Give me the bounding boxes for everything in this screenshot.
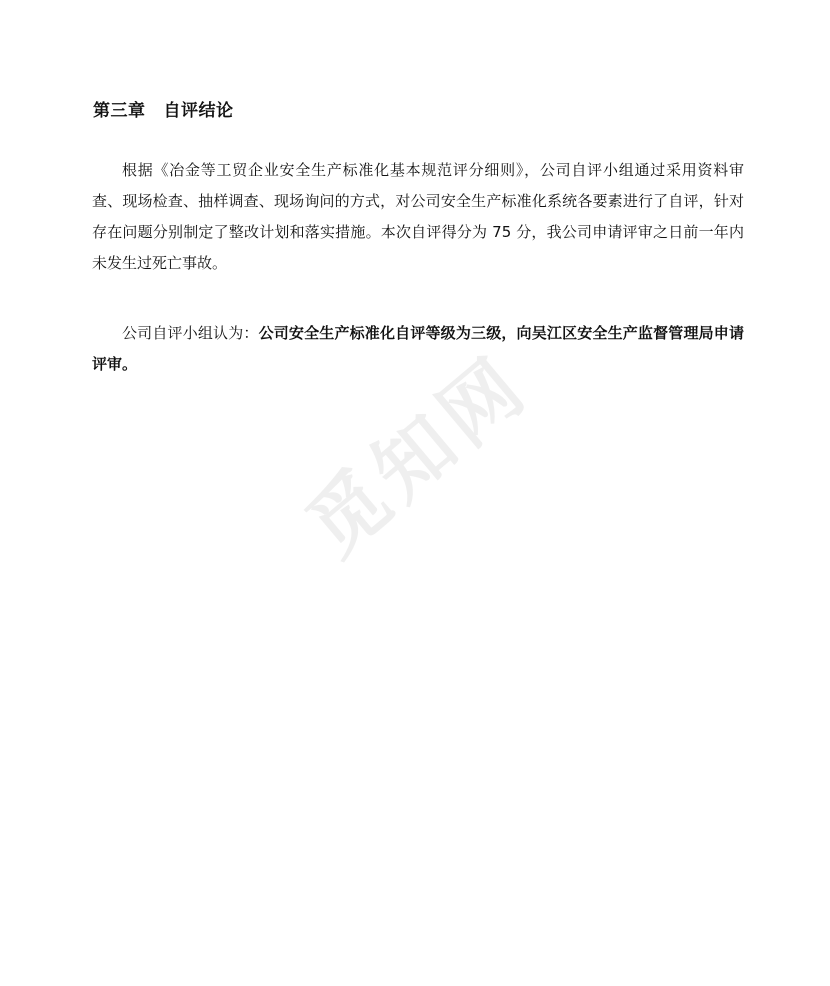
conclusion-statement: 公司安全生产标准化自评等级为三级，向吴江区安全生产监督管理局申请评审。 [92, 324, 744, 373]
body-paragraph-conclusion [92, 318, 744, 380]
paragraph-text: 根据《冶金等工贸企业安全生产标准化基本规范评分细则》，公司自评小组通过采用资料审查、现场检查、抽样调查、现场询问的方式，对公司安全生产标准化系统各要素进行了自评，针对存在问题分别制定了整改计划和落实措施。本次自评得分为 75 分，我公司申请评审之日前一年内未发生过死亡事故。 [92, 161, 744, 272]
watermark-logo: 觅知网 [290, 338, 547, 574]
conclusion-intro: 公司自评小组认为： [122, 324, 259, 342]
chapter-number: 第三章 [93, 101, 146, 121]
body-paragraph-assessment-method [92, 155, 744, 279]
chapter-title: 自评结论 [163, 101, 234, 121]
chapter-heading [93, 96, 234, 121]
